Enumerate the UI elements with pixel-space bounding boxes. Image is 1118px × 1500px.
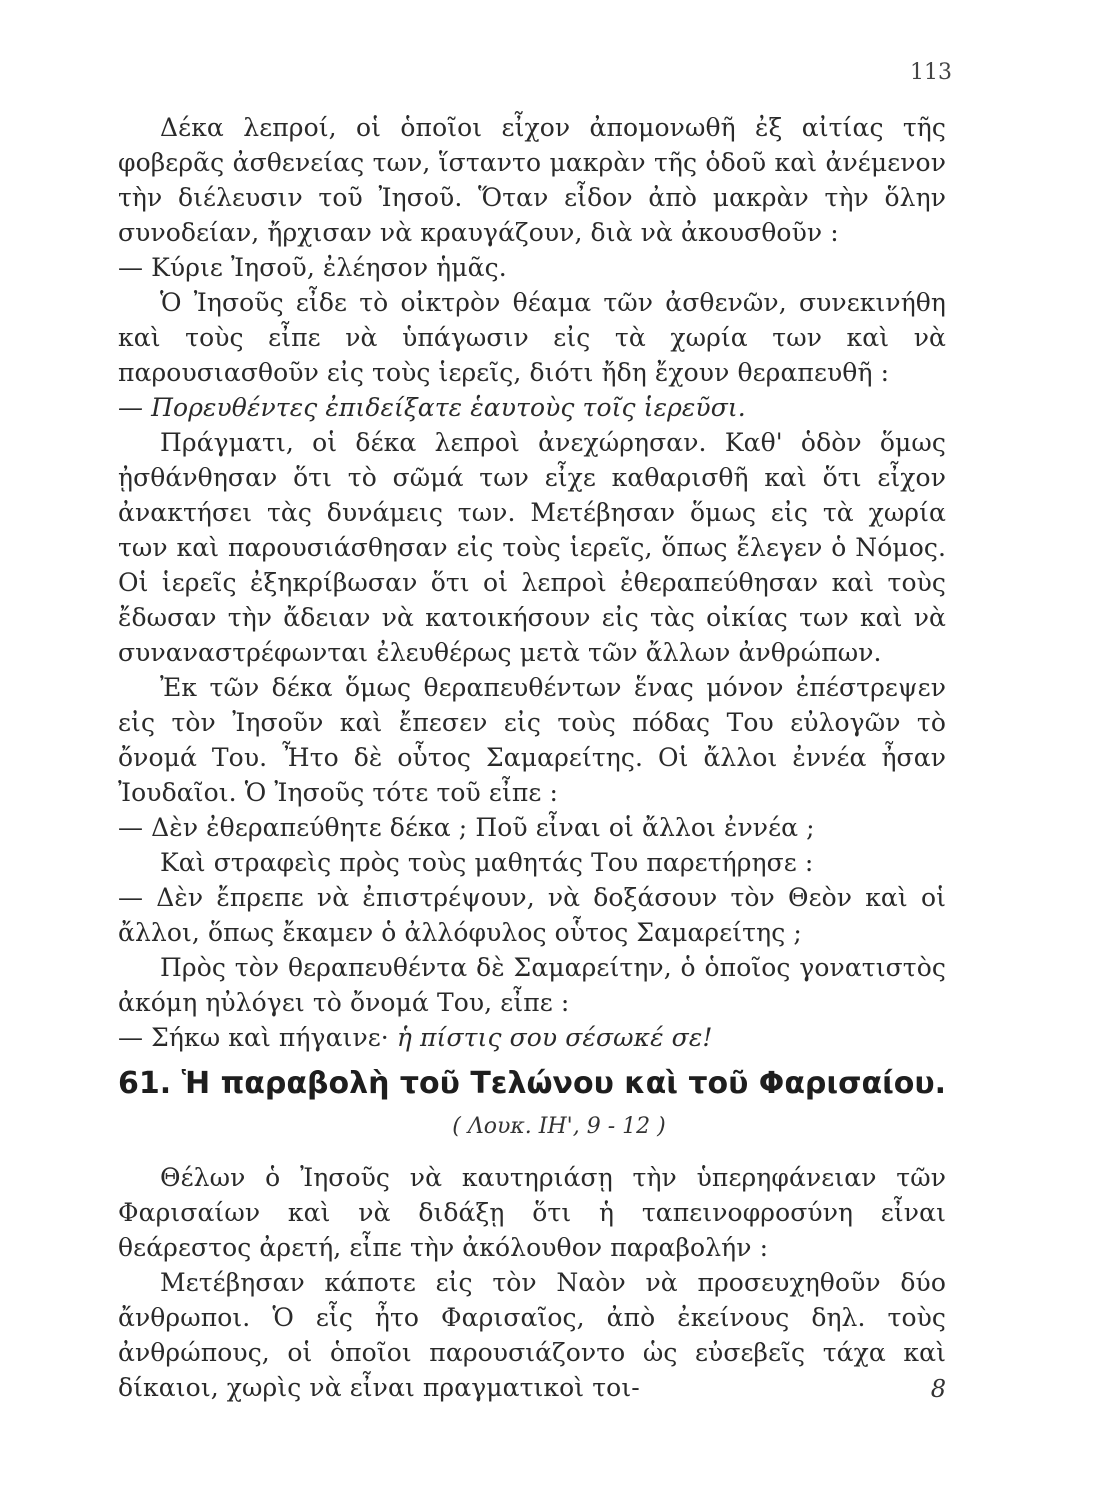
paragraph-lepers-intro: Δέκα λεπροί, οἱ ὁποῖοι εἶχον ἀπομονωθῆ ἐξ αἰτίας τῆς φοβερᾶς ἀσθενείας των, ἵσταντο μακρὰν τῆς ὁδοῦ καὶ ἀνέμενον τὴν διέλευσιν τοῦ Ἰησοῦ. Ὅταν εἶδον ἀπὸ μακρὰν τὴν ὅλην συνοδείαν, ἤρχισαν νὰ κραυγάζουν, διὰ νὰ ἀκουσθοῦν :	[118, 113, 946, 247]
paragraph-to-samaritan: Πρὸς τὸν θεραπευθέντα δὲ Σαμαρείτην, ὁ ὁποῖος γονατιστὸς ἀκόμη ηὐλόγει τὸ ὄνομά Του, εἶπε :	[118, 953, 946, 1017]
paragraph-lepers-cry: — Κύριε Ἰησοῦ, ἐλέησον ἡμᾶς.	[118, 253, 507, 282]
paragraph-should-have-returned: — Δὲν ἔπρεπε νὰ ἐπιστρέψουν, νὰ δοξάσουν τὸν Θεὸν καὶ οἱ ἄλλοι, ὅπως ἔκαμεν ὁ ἀλλόφυλος οὗτος Σαμαρείτης ;	[118, 883, 946, 947]
main-text-upper	[118, 110, 946, 1055]
scripture-reference: ( Λουκ. ΙΗ', 9 - 12 )	[452, 1114, 666, 1139]
paragraph-two-men: Μετέβησαν κάποτε εἰς τὸν Ναὸν νὰ προσευχηθοῦν δύο ἄνθρωποι. Ὁ εἷς ἦτο Φαρισαῖος, ἀπὸ ἐκείνους δηλ. τοὺς ἀνθρώπους, οἱ ὁποῖοι παρουσιάζοντο ὡς εὐσεβεῖς τάχα καὶ δίκαιοι, χωρὶς νὰ εἶναι πραγματικοὶ τοι-	[118, 1268, 946, 1402]
paragraph-parable-intro: Θέλων ὁ Ἰησοῦς νὰ καυτηριάσῃ τὴν ὑπερηφάνειαν τῶν Φαρισαίων καὶ νὰ διδάξῃ ὅτι ἡ ταπεινοφροσύνη εἶναι θεάρεστος ἀρετή, εἶπε τὴν ἀκόλουθον παραβολήν :	[118, 1163, 946, 1262]
paragraph-samaritan-returns: Ἐκ τῶν δέκα ὅμως θεραπευθέντων ἕνας μόνον ἐπέστρεψεν εἰς τὸν Ἰησοῦν καὶ ἔπεσεν εἰς τοὺς πόδας Του εὐλογῶν τὸ ὄνομά Του. Ἦτο δὲ οὗτος Σαμαρείτης. Οἱ ἄλλοι ἐννέα ἦσαν Ἰουδαῖοι. Ὁ Ἰησοῦς τότε τοῦ εἶπε :	[118, 673, 946, 807]
main-text-lower	[118, 1160, 946, 1405]
paragraph-lepers-healed: Πράγματι, οἱ δέκα λεπροὶ ἀνεχώρησαν. Καθ' ὁδὸν ὅμως ᾐσθάνθησαν ὅτι τὸ σῶμά των εἶχε καθαρισθῆ καὶ ὅτι εἶχον ἀνακτήσει τὰς δυνάμεις των. Μετέβησαν ὅμως εἰς τὰ χωρία των καὶ παρουσιάσθησαν εἰς τοὺς ἱερεῖς, ὅπως ἔλεγεν ὁ Νόμος. Οἱ ἱερεῖς ἐξηκρίβωσαν ὅτι οἱ λεπροὶ ἐθεραπεύθησαν καὶ τοὺς ἔδωσαν τὴν ἄδειαν νὰ κατοικήσουν εἰς τὰς οἰκίας των καὶ νὰ συναναστρέφωνται ἐλευθέρως μετὰ τῶν ἄλλων ἀνθρώπων.	[118, 428, 946, 667]
signature-mark: 8	[930, 1375, 946, 1403]
paragraph-faith-saved	[118, 1020, 946, 1055]
section-heading: 61. Ἡ παραβολὴ τοῦ Τελώνου καὶ τοῦ Φαρισαίου.	[118, 1066, 947, 1101]
paragraph-jesus-responds: Ὁ Ἰησοῦς εἶδε τὸ οἰκτρὸν θέαμα τῶν ἀσθενῶν, συνεκινήθη καὶ τοὺς εἶπε νὰ ὑπάγωσιν εἰς τὰ χωρία των καὶ νὰ παρουσιασθοῦν εἰς τοὺς ἱερεῖς, διότι ἤδη ἔχουν θεραπευθῆ :	[118, 288, 946, 387]
faith-quote-plain: — Σήκω καὶ πήγαινε·	[118, 1023, 397, 1052]
paragraph-where-are-nine: — Δὲν ἐθεραπεύθητε δέκα ; Ποῦ εἶναι οἱ ἄλλοι ἐννέα ;	[118, 813, 815, 842]
paragraph-turning-disciples: Καὶ στραφεὶς πρὸς τοὺς μαθητάς Του παρετήρησε :	[160, 848, 814, 877]
paragraph-quote-go-show: — Πορευθέντες ἐπιδείξατε ἑαυτοὺς τοῖς ἱερεῦσι.	[118, 393, 746, 422]
page-number: 113	[910, 60, 952, 85]
faith-quote-italic: ἡ πίστις σου σέσωκέ σε!	[396, 1023, 713, 1052]
